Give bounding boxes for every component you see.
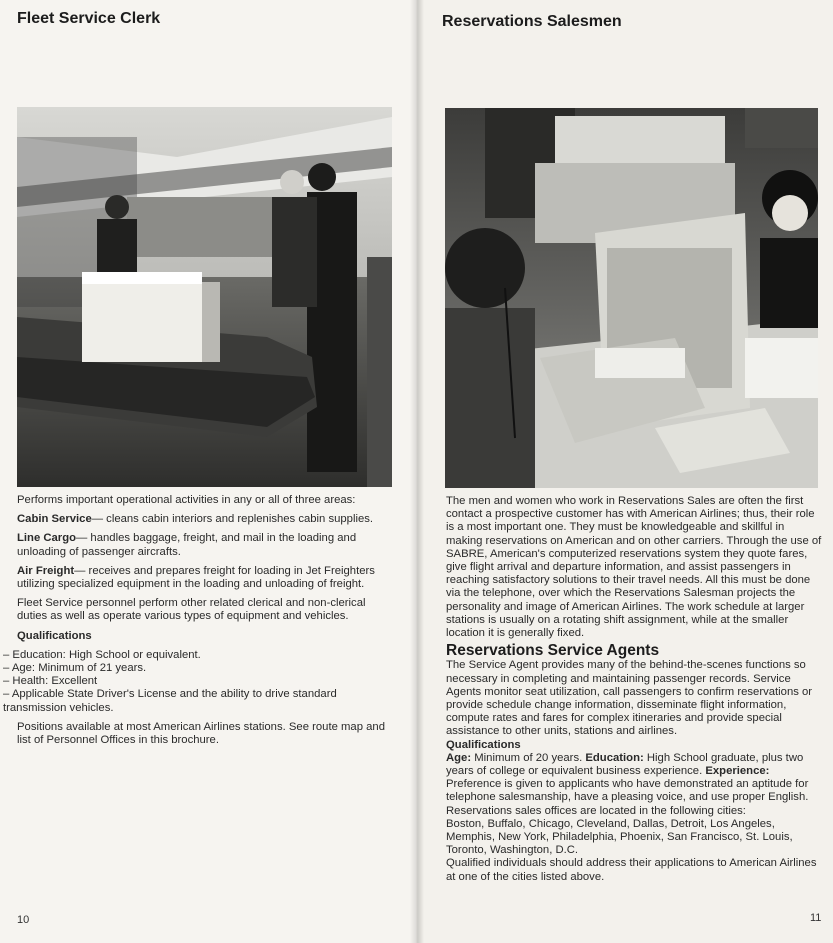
education-text: High School graduate, plus two years of college or equivalent business experience. — [446, 751, 804, 778]
age-label: Age: — [446, 751, 472, 764]
area-line-cargo — [17, 532, 397, 558]
education-label: Education: — [585, 751, 644, 764]
right-body — [446, 495, 822, 884]
positions-note: Positions available at most American Airlines stations. See route map and list of Personnel Offices in this brochure. — [17, 720, 385, 747]
cities-intro: Reservations sales offices are located in the following cities: — [446, 804, 746, 817]
qualifications-list — [3, 649, 397, 715]
closing-note: Qualified individuals should address their applications to American Airlines at one of the cities listed above. — [446, 857, 817, 883]
area-text: — receives and prepares freight for loading in Jet Freighters utilizing specialized equipment in the loading and unloading of freight. — [17, 564, 375, 591]
area-text: — handles baggage, freight, and mail in the loading and unloading of passenger aircrafts. — [17, 532, 357, 558]
page-number-right: 11 — [810, 912, 822, 924]
agents-title: Reservations Service Agents — [446, 642, 660, 660]
left-page — [0, 0, 416, 943]
agents-text: The Service Agent provides many of the behind-the-scenes functions so necessary in completing and maintaining passenger records. Service Agents monitor seat utilization, call passengers to confirm reservations or provide schedule change information, disseminate flight information, compute rates and fares for complex itineraries and provide special assistance to other units, stations and airlines. — [446, 659, 813, 738]
right-page-title: Reservations Salesmen — [442, 13, 622, 30]
left-page-title: Fleet Service Clerk — [17, 10, 161, 27]
area-name: Line Cargo — [17, 532, 76, 545]
reservations-photo — [445, 108, 818, 488]
age-text: Minimum of 20 years. — [474, 751, 583, 764]
page-number-left: 10 — [17, 914, 30, 926]
cities-list: Boston, Buffalo, Chicago, Cleveland, Dallas, Detroit, Los Angeles, Memphis, New York, Philadelphia, Phoenix, San Francisco, St. Louis, Toronto, Washington, D.C. — [446, 817, 793, 857]
book-gutter — [410, 0, 424, 943]
qualification-item: – Age: Minimum of 21 years. — [3, 662, 397, 675]
fleet-service-photo — [17, 107, 392, 487]
fleet-intro: Performs important operational activities in any or all of three areas: — [17, 494, 356, 506]
qualifications-title: Qualifications — [17, 629, 92, 642]
reservations-photo-image — [445, 108, 818, 488]
experience-label: Experience: — [705, 765, 770, 778]
area-text: — cleans cabin interiors and replenishes cabin supplies. — [91, 513, 374, 526]
right-page — [416, 0, 833, 943]
area-air-freight — [17, 565, 397, 591]
area-cabin-service — [17, 513, 397, 526]
area-name: Cabin Service — [17, 513, 92, 526]
other-duties: Fleet Service personnel perform other related clerical and non-clerical duties as well as operate various types of equipment and vehicles. — [17, 597, 366, 623]
qualifications-paragraph — [446, 752, 822, 805]
left-body — [3, 494, 397, 753]
experience-text: Preference is given to applicants who have demonstrated an aptitude for telephone salesmanship, have a pleasing voice, and use proper English. — [446, 778, 809, 804]
fleet-service-photo-image — [17, 107, 392, 487]
reservations-intro: The men and women who work in Reservations Sales are often the first contact a prospective customer has with American Airlines; thus, their role is a most important one. They must be knowledgeable and skillful in making reservations on American and on other carriers. Through the use of SABRE, American's computerized reservations system they quote fares, give flight arrival and departure information, and assist passengers in reaching satisfactory solutions to their travel needs. All this must be done via the telephone, over which the Reservations Salesman projects the personality and image of American Airlines. The work schedule at larger stations is usually on a rotating shift assignment, while at the smaller location it is generally fixed. — [446, 495, 822, 640]
area-name: Air Freight — [17, 564, 75, 577]
qualification-item: – Education: High School or equivalent. — [3, 649, 397, 662]
qualification-item: – Health: Excellent — [3, 675, 397, 688]
qualification-item: – Applicable State Driver's License and the ability to drive standard transmission vehicles. — [3, 688, 397, 714]
qualifications-title: Qualifications — [446, 738, 521, 751]
